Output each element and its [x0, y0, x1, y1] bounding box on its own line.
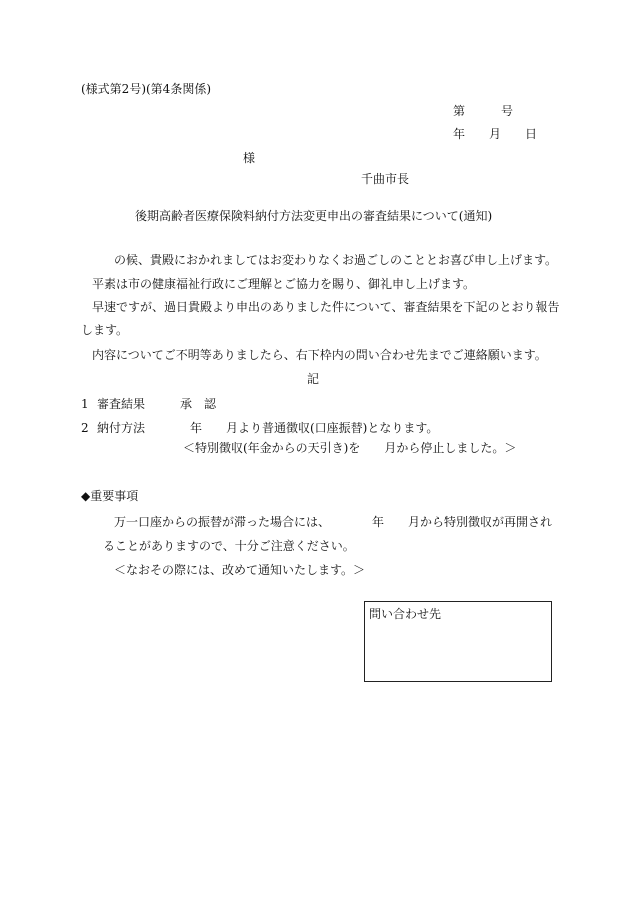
- item-2-number: 2: [81, 421, 89, 435]
- body-paragraph-1: の候、貴殿におかれましてはお変わりなくお過ごしのこととお喜び申し上げます。: [114, 253, 558, 267]
- body-paragraph-3-line-2: します。: [81, 323, 129, 337]
- important-line-3: ＜なおその際には、改めて通知いたします。＞: [114, 563, 366, 577]
- addressee-suffix: 様: [243, 151, 256, 165]
- item-1-value: 承 認: [180, 397, 217, 411]
- contact-box-label: 問い合わせ先: [369, 607, 442, 621]
- body-paragraph-4: 内容についてご不明等ありましたら、右下枠内の問い合わせ先までご連絡願います。: [92, 348, 547, 362]
- document-number: 第 号: [453, 104, 514, 118]
- item-1-label: 審査結果: [97, 397, 146, 411]
- contact-box: [364, 601, 552, 682]
- document-date: 年 月 日: [453, 127, 538, 141]
- body-paragraph-2: 平素は市の健康福祉行政にご理解とご協力を賜り、御礼申し上げます。: [92, 277, 476, 291]
- item-2-text: 年 月より普通徴収(口座振替)となります。: [190, 421, 439, 435]
- important-heading: ◆重要事項: [81, 489, 139, 503]
- body-paragraph-3-line-1: 早速ですが、過日貴殿より申出のありました件について、審査結果を下記のとおり報告: [92, 300, 560, 314]
- form-reference: (様式第2号)(第4条関係): [81, 82, 211, 96]
- item-1-number: 1: [81, 397, 89, 411]
- ki-heading: 記: [307, 372, 320, 386]
- important-line-1: 万一口座からの振替が滞った場合には、 年 月から特別徴収が再開され: [114, 515, 553, 529]
- item-2-label: 納付方法: [97, 421, 146, 435]
- item-2-note: ＜特別徴収(年金からの天引き)を 月から停止しました。＞: [183, 441, 517, 455]
- important-line-2: ることがありますので、十分ご注意ください。: [103, 539, 355, 553]
- document-title: 後期高齢者医療保険料納付方法変更申出の審査結果について(通知): [135, 209, 493, 223]
- sender-name: 千曲市長: [361, 172, 410, 186]
